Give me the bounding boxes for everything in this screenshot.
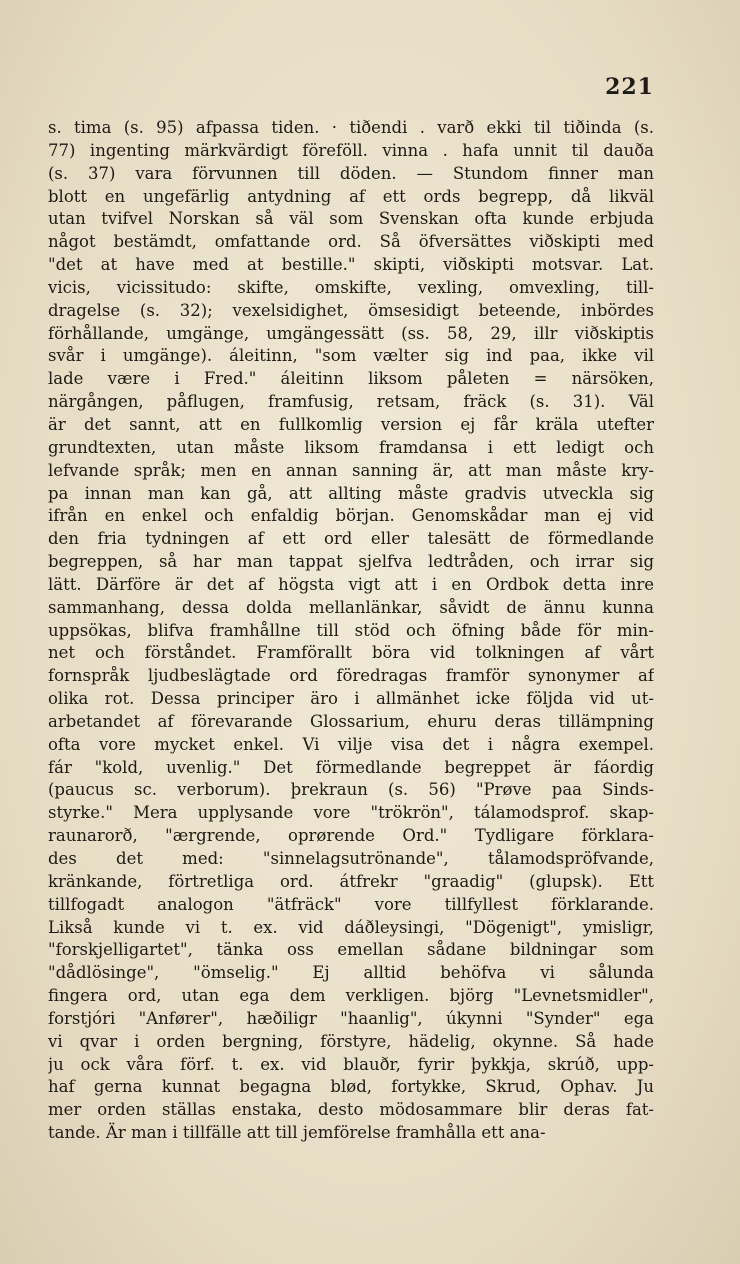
text-line: pa innan man kan gå, att allting måste gradvis utveckla sig bbox=[48, 483, 654, 503]
text-line: något bestämdt, omfattande ord. Så öfversättes viðskipti med bbox=[48, 232, 654, 252]
text-line: s. tima (s. 95) afpassa tiden. · tiðendi . varð ekki til tiðinda (s. bbox=[48, 118, 654, 137]
text-line: arbetandet af förevarande Glossarium, ehuru deras tillämpning bbox=[48, 711, 654, 731]
text-line: mer orden ställas enstaka, desto mödosammare blir deras fat- bbox=[48, 1100, 654, 1120]
text-line: ju ock våra förf. t. ex. vid blauðr, fyrir þykkja, skrúð, upp- bbox=[48, 1054, 654, 1074]
text-line: lade være i Fred." áleitinn liksom påleten = närsöken, bbox=[48, 369, 654, 389]
text-line: kränkande, förtretliga ord. átfrekr "graadig" (glupsk). Ett bbox=[48, 871, 654, 891]
text-line: (paucus sc. verborum). þrekraun (s. 56) "Prøve paa Sinds- bbox=[48, 780, 654, 800]
text-line: fingera ord, utan ega dem verkligen. björg "Levnetsmidler", bbox=[48, 986, 654, 1006]
text-line: tande. Är man i tillfälle att till jemförelse framhålla ett ana- bbox=[48, 1123, 546, 1143]
text-line: olika rot. Dessa principer äro i allmänhet icke följda vid ut- bbox=[48, 689, 654, 709]
text-line: "dådlösinge", "ömselig." Ej alltid behöfva vi sålunda bbox=[48, 963, 654, 983]
text-line: vi qvar i orden bergning, förstyre, hädelig, okynne. Så hade bbox=[48, 1031, 654, 1051]
text-line: närgången, påflugen, framfusig, retsam, fräck (s. 31). Väl bbox=[48, 392, 654, 412]
text-line: utan tvifvel Norskan så väl som Svenskan ofta kunde erbjuda bbox=[48, 209, 654, 229]
body-text bbox=[48, 117, 654, 1145]
text-line: des det med: "sinnelagsutrönande", tålamodspröfvande, bbox=[48, 849, 654, 868]
text-line: lefvande språk; men en annan sanning är, att man måste kry- bbox=[48, 460, 654, 480]
text-line: ofta vore mycket enkel. Vi vilje visa det i några exempel. bbox=[48, 734, 654, 754]
text-line: svår i umgänge). áleitinn, "som vælter sig ind paa, ikke vil bbox=[48, 346, 654, 366]
text-line: sammanhang, dessa dolda mellanlänkar, såvidt de ännu kunna bbox=[48, 597, 654, 617]
text-line: "forskjelligartet", tänka oss emellan sådane bildningar som bbox=[48, 940, 654, 960]
text-line: lätt. Därföre är det af högsta vigt att i en Ordbok detta inre bbox=[48, 574, 654, 594]
page-number: 221 bbox=[605, 74, 654, 100]
text-line: den fria tydningen af ett ord eller talesätt de förmedlande bbox=[48, 529, 654, 549]
text-line: "det at have med at bestille." skipti, viðskipti motsvar. Lat. bbox=[48, 255, 654, 275]
text-line: ifrån en enkel och enfaldig början. Genomskådar man ej vid bbox=[48, 506, 654, 526]
text-line: förhållande, umgänge, umgängessätt (ss. 58, 29, illr viðskiptis bbox=[48, 323, 654, 343]
text-line: (s. 37) vara förvunnen till döden. — Stundom finner man bbox=[48, 163, 654, 183]
text-line: begreppen, så har man tappat sjelfva ledtråden, och irrar sig bbox=[48, 552, 654, 572]
text-line: vicis, vicissitudo: skifte, omskifte, vexling, omvexling, till- bbox=[48, 277, 654, 297]
text-line: är det sannt, att en fullkomlig version ej får kräla utefter bbox=[48, 414, 654, 434]
text-line: net och förståndet. Framförallt böra vid tolkningen af vårt bbox=[48, 643, 654, 663]
text-line: 77) ingenting märkvärdigt föreföll. vinna . hafa unnit til dauða bbox=[48, 140, 654, 160]
text-line: forstjóri "Anfører", hæðiligr "haanlig", úkynni "Synder" ega bbox=[48, 1008, 654, 1028]
text-line: grundtexten, utan måste liksom framdansa i ett ledigt och bbox=[48, 437, 654, 457]
text-line: styrke." Mera upplysande vore "trökrön", tálamodsprof. skap- bbox=[48, 803, 654, 823]
text-line: blott en ungefärlig antydning af ett ords begrepp, då likväl bbox=[48, 186, 654, 206]
text-line: dragelse (s. 32); vexelsidighet, ömsesidigt beteende, inbördes bbox=[48, 300, 654, 320]
text-line: uppsökas, blifva framhållne till stöd och öfning både för min- bbox=[48, 620, 654, 640]
text-line: fár "kold, uvenlig." Det förmedlande begreppet är fáordig bbox=[48, 757, 654, 777]
text-line: fornspråk ljudbeslägtade ord föredragas framför synonymer af bbox=[48, 666, 654, 686]
text-line: haf gerna kunnat begagna blød, fortykke, Skrud, Ophav. Ju bbox=[48, 1077, 654, 1097]
text-line: Likså kunde vi t. ex. vid dáðleysingi, "Dögenigt", ymisligr, bbox=[48, 917, 654, 937]
text-line: raunarorð, "ærgrende, oprørende Ord." Tydligare förklara- bbox=[48, 826, 654, 846]
text-line: tillfogadt analogon "ätfräck" vore tillfyllest förklarande. bbox=[48, 894, 654, 914]
